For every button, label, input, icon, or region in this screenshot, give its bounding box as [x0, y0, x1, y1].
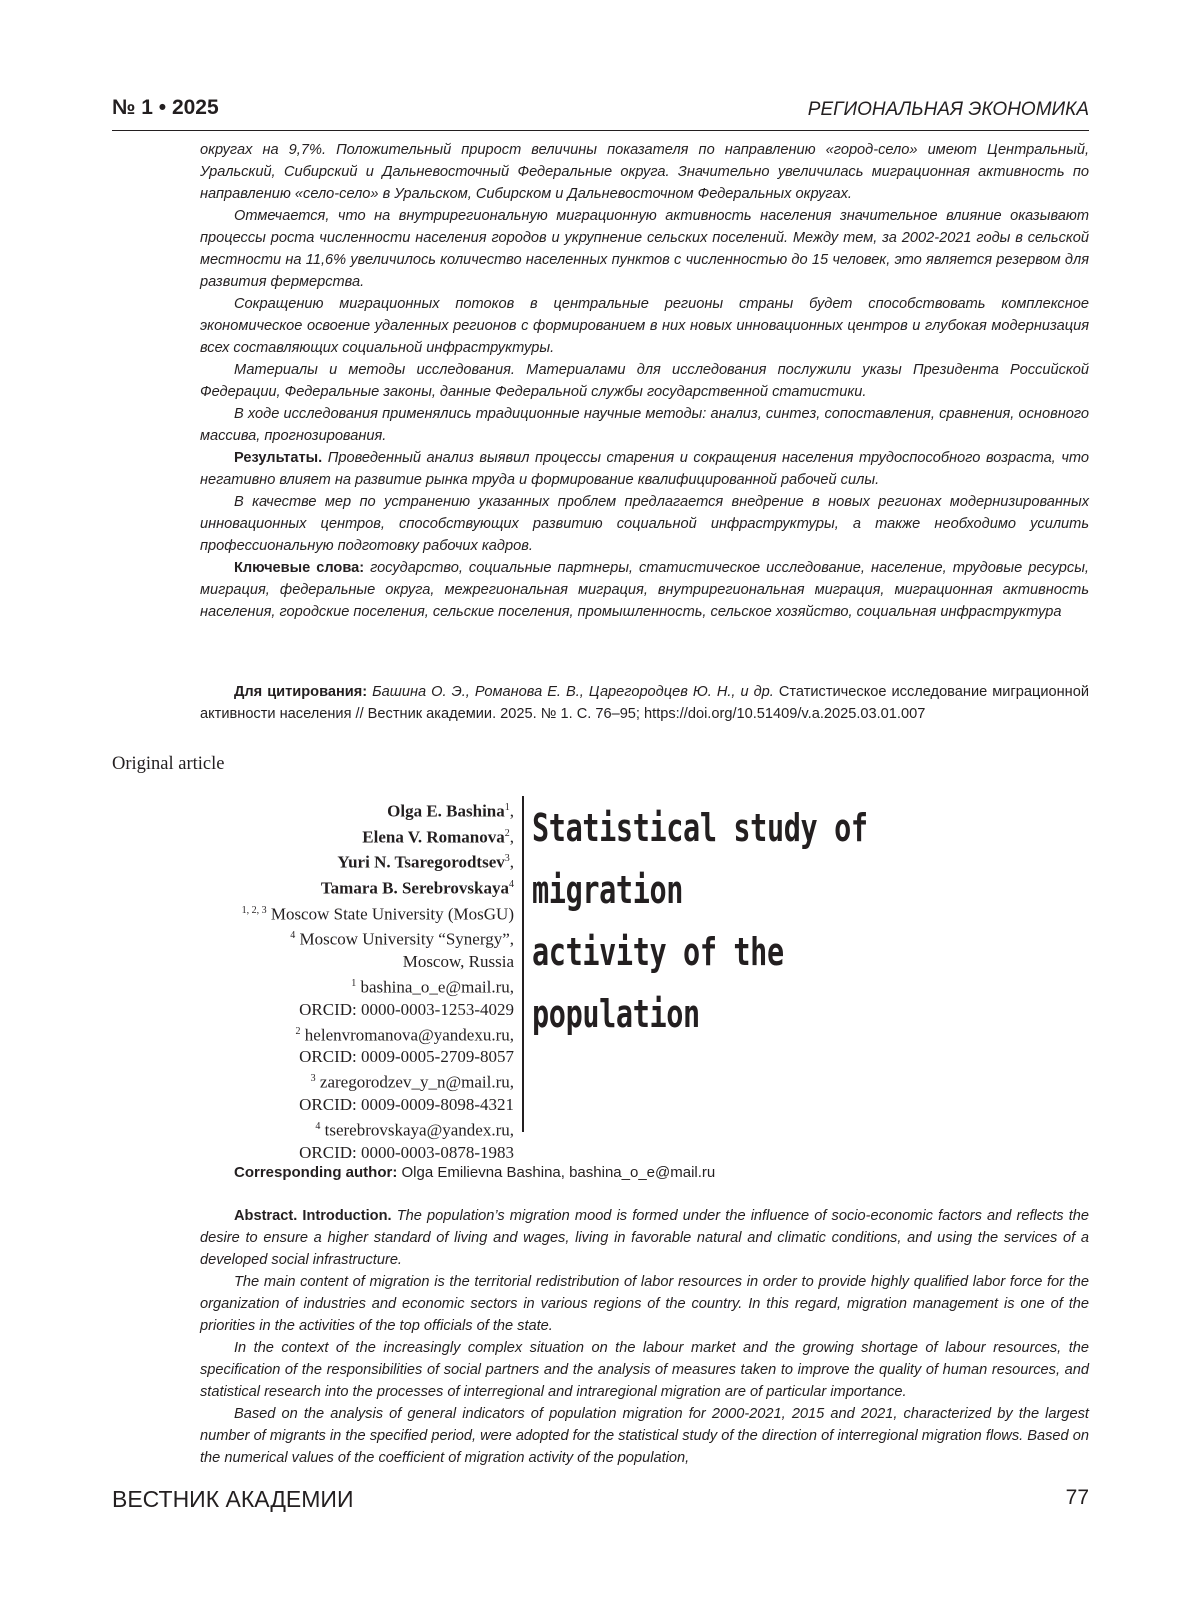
ru-paragraph-2: Отмечается, что на внутрирегиональную миграционную активность населения значительное влияние оказывают процессы роста численности населения городов и укрупнение сельских поселений. Между тем, за 2002-2021 годы в сельской местности на 11,6% увеличилось количество населенных пунктов с численностью до 15 человек, это является резервом для развития фермерства. — [200, 208, 1089, 290]
ru-keywords — [200, 557, 1089, 623]
ru-paragraph-3: Сокращению миграционных потоков в центральные регионы страны будет способствовать комплексное экономическое освоение удаленных регионов с формированием в них новых инновационных центров и глубокая модернизация всех составляющих социальной инфраструктуры. — [200, 296, 1089, 356]
author-sup: 4 — [509, 878, 514, 890]
author-name: Tamara B. Serebrovskaya — [320, 878, 509, 898]
affiliation-city: Moscow, Russia — [402, 951, 514, 971]
results-label: Результаты. — [234, 450, 323, 466]
title-line-1: Statistical study of migration — [532, 806, 868, 912]
author-email[interactable]: bashina_o_e@mail.ru, — [360, 977, 514, 997]
ru-paragraph-results — [200, 447, 1089, 491]
author-email[interactable]: helenvromanova@yandexu.ru, — [304, 1025, 514, 1045]
citation-authors: Башина О. Э., Романова Е. В., Царегородцев Ю. Н., и др. — [372, 684, 774, 700]
abstract-paragraph-3: In the context of the increasingly complex situation on the labour market and the growing shortage of labour resources, the specification of the responsibilities of social partners and the analysis of measures taken to improve the quality of human resources, and statistical research into the processes of interregional and intraregional migration are of particular importance. — [200, 1340, 1089, 1400]
affiliation-sup: 4 — [290, 930, 296, 942]
affiliation: Moscow University “Synergy”, — [299, 929, 514, 949]
corresponding-label: Corresponding author: — [234, 1164, 398, 1181]
corresponding-author — [234, 1164, 715, 1181]
affiliation: Moscow State University (MosGU) — [270, 904, 514, 924]
author-sup: 2 — [504, 827, 510, 839]
keywords-text: государство, социальные партнеры, статистическое исследование, население, трудовые ресурсы, миграция, федеральные округа, межрегиональная миграция, внутрирегиональная миграция, миграционная активность населения, городские поселения, сельские поселения, промышленность, сельское хозяйство, социальная инфраструктура — [200, 560, 1089, 620]
article-title — [532, 797, 952, 1045]
email-sup: 1 — [351, 977, 357, 989]
author-sup: 3 — [504, 853, 510, 865]
abstract-paragraph-4: Based on the analysis of general indicators of population migration for 2000-2021, 2015 and 2021, characterized by the largest number of migrants in the specified period, were adopted for the statistical study of the direction of interregional migration flows. Based on the numerical values of the coefficient of migration activity of the population, — [200, 1406, 1089, 1466]
header-rule — [112, 130, 1089, 131]
author-name: Elena V. Romanova — [362, 827, 505, 847]
author-block: Olga E. Bashina$^1$, Elena V. Romanova$^2$, Yuri N. Tsaregorodtsev$^3$, Tamara B. Serebrovskaya$^4$ $^{1, 2, 3}$ Moscow State University (MosGU) $^4$ Moscow University “Synergy”, Moscow, Russia $^1$ bashina_o_e@mail.ru, ORCID: 0000-0003-1253-4029 $^2$ helenvromanova@yandexu.ru, ORCID: 0009-0005-2709-8057 $^3$ zaregorodzev_y_n@mail.ru, ORCID: 0009-0009-8098-4321 $^4$ tserebrovskaya@yandex.ru, ORCID: 0000-0003-0878-1983 — [150, 797, 514, 1164]
russian-summary — [200, 139, 1089, 623]
author-orcid[interactable]: ORCID: 0000-0003-0878-1983 — [299, 1142, 514, 1162]
abstract-label: Abstract. Introduction. — [234, 1208, 392, 1224]
author-orcid[interactable]: ORCID: 0009-0009-8098-4321 — [299, 1094, 514, 1114]
abstract-paragraph-2: The main content of migration is the territorial redistribution of labor resources in order to provide highly qualified labor force for the organization of industries and economic sectors in various regions of the country. In this regard, migration management is one of the priorities in the activities of the top officials of the state. — [200, 1274, 1089, 1334]
author-orcid[interactable]: ORCID: 0009-0005-2709-8057 — [299, 1047, 514, 1067]
keywords-label: Ключевые слова: — [234, 560, 365, 576]
issue-number: № 1 • 2025 — [112, 96, 219, 119]
affiliation-sup: 1, 2, 3 — [241, 904, 267, 916]
citation-text: Статистическое исследование миграционной активности населения // Вестник академии. 2025. № 1. С. 76–95; https://doi.org/10.51409/v.a.2025.03.01.007 — [200, 684, 1089, 722]
journal-name: ВЕСТНИК АКАДЕМИИ — [112, 1486, 354, 1512]
email-sup: 4 — [315, 1120, 321, 1132]
citation-label: Для цитирования: — [234, 684, 368, 700]
ru-paragraph-4: Материалы и методы исследования. Материалами для исследования послужили указы Президента Российской Федерации, Федеральные законы, данные Федеральной службы государственной статистики. — [200, 362, 1089, 400]
ru-paragraph-1: округах на 9,7%. Положительный прирост величины показателя по направлению «город-село» имеют Центральный, Уральский, Сибирский и Дальневосточный Федеральные округа. Значительно увеличилась миграционная активность по направлению «село-село» в Уральском, Сибирском и Дальневосточном Федеральных округах. — [200, 142, 1089, 202]
section-title: РЕГИОНАЛЬНАЯ ЭКОНОМИКА — [807, 99, 1089, 120]
page-number: 77 — [1065, 1486, 1089, 1509]
article-type: Original article — [112, 754, 225, 774]
email-sup: 2 — [295, 1025, 301, 1037]
ru-paragraph-5: В ходе исследования применялись традиционные научные методы: анализ, синтез, сопоставления, сравнения, основного массива, прогнозирования. — [200, 406, 1089, 444]
abstract — [200, 1205, 1089, 1469]
corresponding-value: Olga Emilievna Bashina, bashina_o_e@mail.ru — [401, 1164, 716, 1181]
title-line-2: activity of the population — [532, 930, 784, 1036]
author-name: Yuri N. Tsaregorodtsev — [337, 852, 505, 872]
author-email[interactable]: zaregorodzev_y_n@mail.ru, — [319, 1072, 514, 1092]
abstract-text: The population’s migration mood is formed under the influence of socio-economic factors and reflects the desire to ensure a higher standard of living and wages, living in favorable natural and climatic conditions, and using the services of a developed social infrastructure. — [200, 1208, 1089, 1268]
author-orcid[interactable]: ORCID: 0000-0003-1253-4029 — [299, 999, 514, 1019]
author-divider — [522, 796, 524, 1132]
ru-paragraph-7: В качестве мер по устранению указанных проблем предлагается внедрение в новых регионах модернизированных инновационных центров, способствующих развитию социальной инфраструктуры, а также необходимо усилить профессиональную подготовку рабочих кадров. — [200, 494, 1089, 554]
abstract-paragraph-1 — [200, 1205, 1089, 1271]
author-email[interactable]: tserebrovskaya@yandex.ru, — [324, 1120, 514, 1140]
citation — [200, 681, 1089, 725]
author-name: Olga E. Bashina — [387, 801, 505, 821]
results-text: Проведенный анализ выявил процессы старения и сокращения населения трудоспособного возраста, что негативно влияет на развитие рынка труда и формирование квалифицированной рабочей силы. — [200, 450, 1089, 488]
author-sup: 1 — [504, 802, 510, 813]
email-sup: 3 — [310, 1073, 316, 1085]
